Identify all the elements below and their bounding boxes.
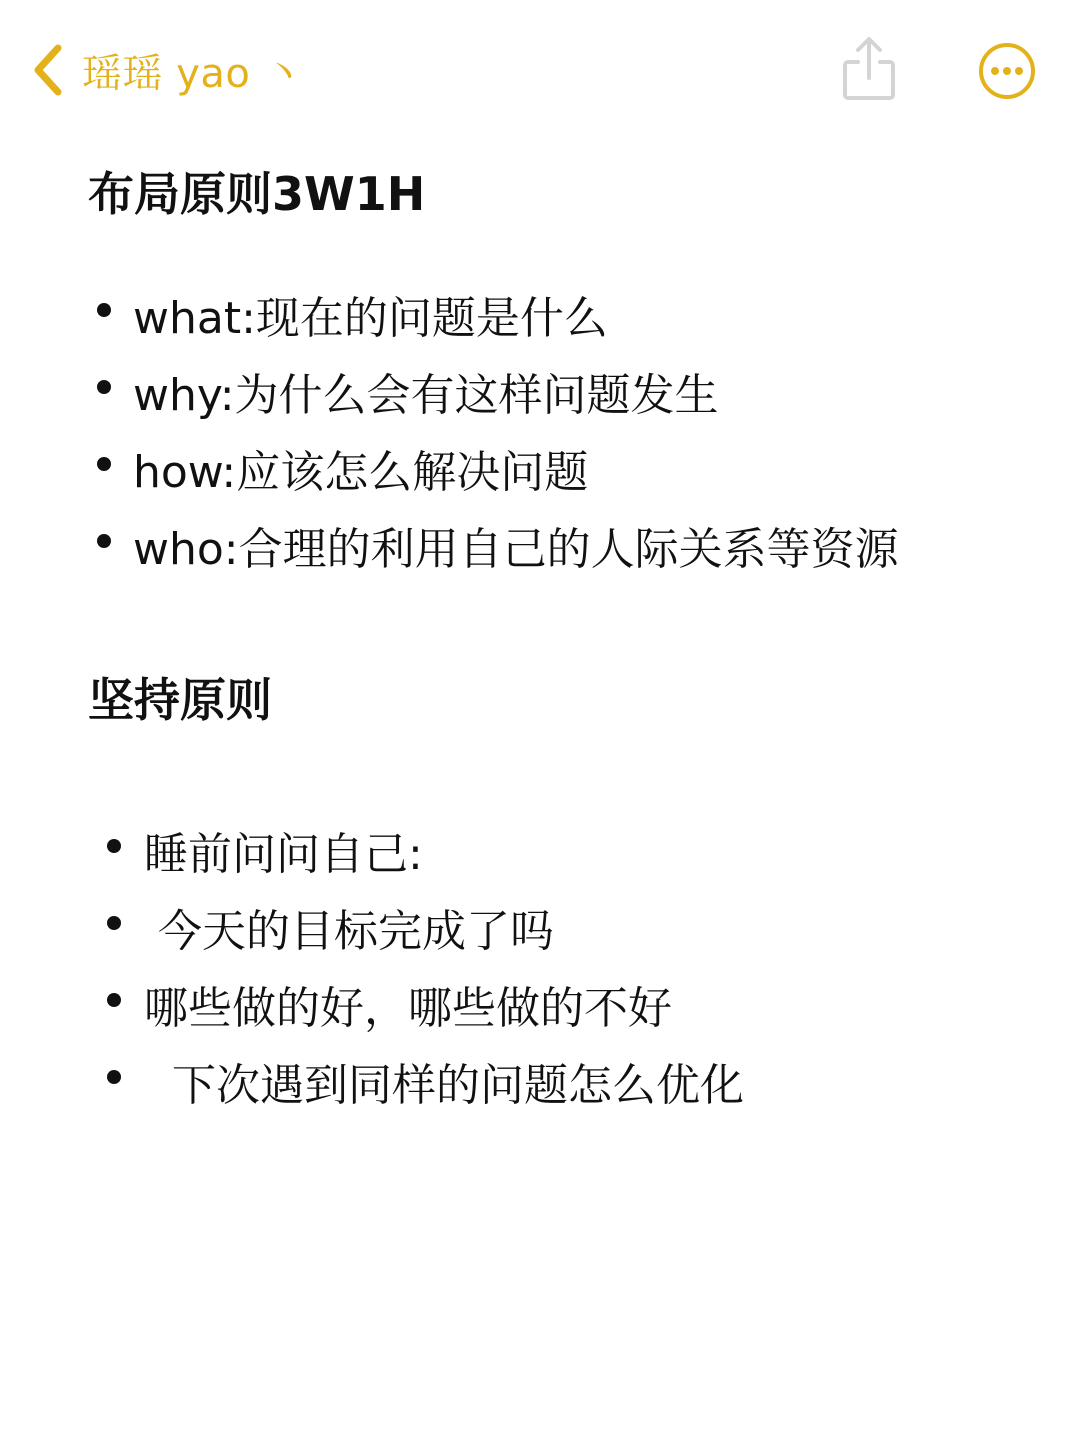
chevron-left-icon [28,38,68,102]
list-item-text: 哪些做的好，哪些做的不好 [144,983,672,1034]
bullet-icon [107,916,121,930]
bullet-icon [97,457,111,471]
bullet-icon [107,839,121,853]
share-button[interactable] [838,34,900,104]
share-icon [838,34,900,104]
bullet-icon [107,1070,121,1084]
navigation-bar [0,0,1080,140]
list-item-text: why:为什么会有这样问题发生 [133,370,719,421]
bullet-icon [107,993,121,1007]
list-item-text: who:合理的利用自己的人际关系等资源 [133,524,899,575]
list-item-text: 睡前问问自己: [144,829,423,880]
back-button[interactable] [28,38,304,102]
bullet-icon [97,303,111,317]
bullet-icon [97,380,111,394]
more-icon [977,41,1037,101]
section-title: 坚持原则 [88,673,272,727]
list-item-text: how:应该怎么解决问题 [133,447,589,498]
bullet-icon [97,534,111,548]
section-title: 布局原则3W1H [88,167,426,221]
more-button[interactable] [977,41,1037,101]
list-item-text: 今天的目标完成了吗 [144,906,554,957]
back-label: 瑶瑶 yao 丶 [82,50,305,97]
list-item-text: what:现在的问题是什么 [133,293,608,344]
list-item-text: 下次遇到同样的问题怎么优化 [144,1060,744,1111]
